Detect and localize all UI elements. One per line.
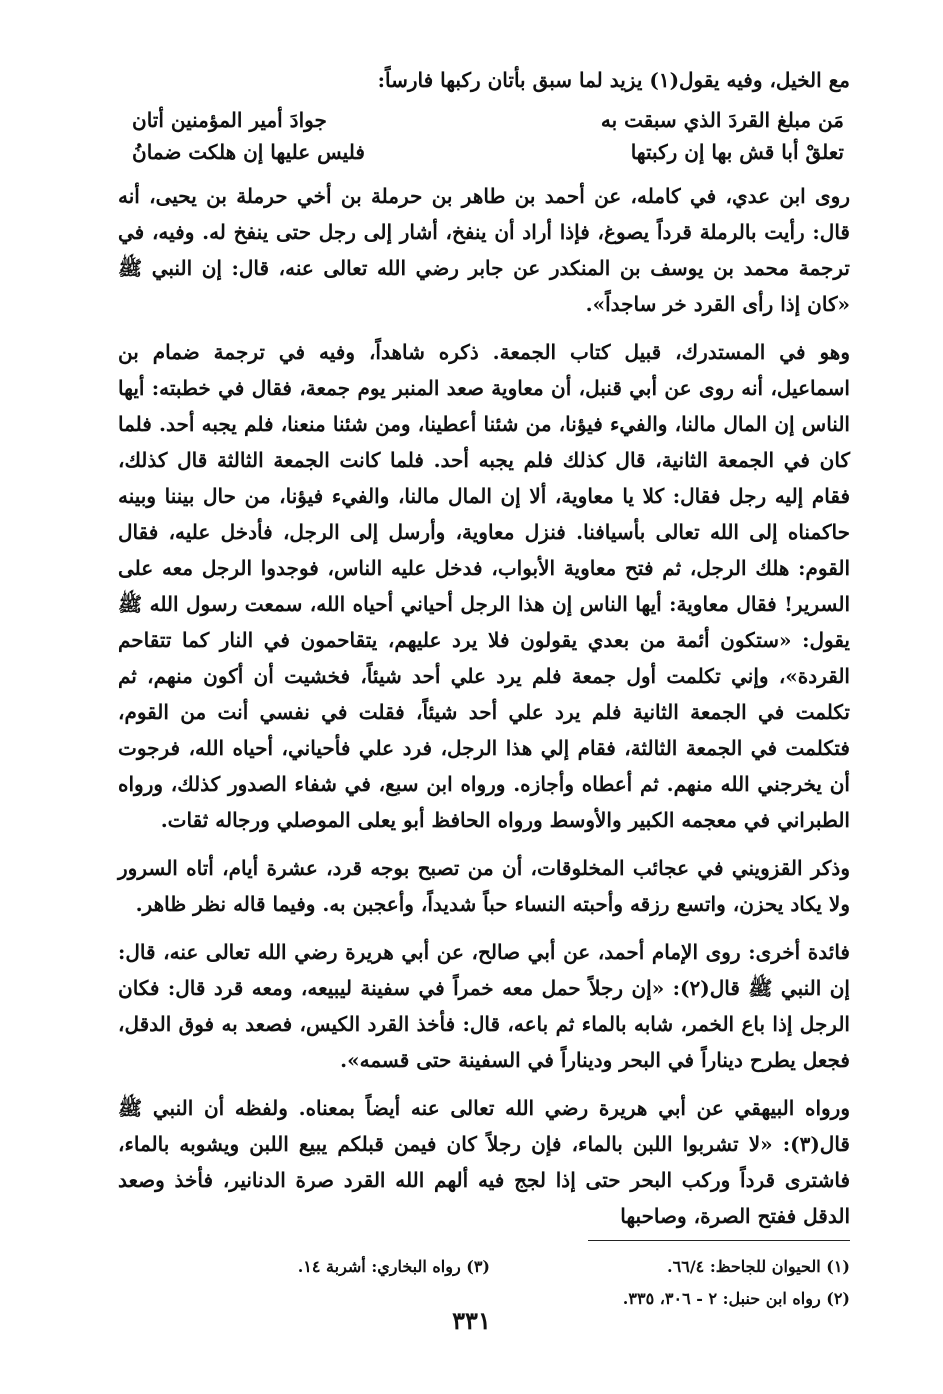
verse-second-hemistich: فليس عليها إن هلكت ضمانُ [132,140,365,164]
footnote-3: (٣) رواه البخاري: أشربة ١٤. [297,1257,490,1276]
footnote-1: (١) الحيوان للجاحظ: ٦٦/٤. [667,1257,850,1276]
footnote-divider [588,1240,850,1241]
footnote-2: (٢) رواه ابن حنبل: ٢ - ٣٠٦، ٣٣٥. [622,1289,850,1308]
page-number: ٣٣١ [452,1306,491,1335]
paragraph-faida: فائدة أخرى: روى الإمام أحمد، عن أبي صالح، عن أبي هريرة رضي الله تعالى عنه، قال: إن النبي ﷺ قال(٢): «إن رجلاً حمل معه خمراً في سفينة ليبيعه، ومعه قرد قال: فكان الرجل إذا باع الخمر، شابه بالماء ثم باعه، قال: فأخذ القرد الكيس، فصعد به فوق الدقل، فجعل يطرح ديناراً في البحر وديناراً في السفينة حتى قسمه». [118,940,850,1072]
paragraph-ibn-adi: روى ابن عدي، في كامله، عن أحمد بن طاهر بن حرملة بن أخي حرملة بن يحيى، أنه قال: رأيت بالرملة قرداً يصوغ، فإذا أراد أن ينفخ، أشار إلى رجل حتى ينفخ له. وفيه، في ترجمة محمد بن يوسف بن المنكدر عن جابر رضي الله تعالى عنه، قال: إن النبي ﷺ «كان إذا رأى القرد خر ساجداً». [118,184,850,316]
verse-first-hemistich: مَن مبلغ القردَ الذي سبقت به [600,108,844,132]
poem [118,104,850,168]
paragraph-bayhaqi: ورواه البيهقي عن أبي هريرة رضي الله تعالى عنه أيضاً بمعناه. ولفظه أن النبي ﷺ قال(٣): «لا تشربوا اللبن بالماء، فإن رجلاً كان فيمن قبلكم يبيع اللبن ويشوبه بالماء، فاشترى قرداً وركب البحر حتى إذا لجج فيه ألهم الله القرد صرة الدنانير، فأخذ وصعد الدقل ففتح الصرة، وصاحبها [118,1096,850,1228]
page-body [118,62,850,1315]
intro-line: مع الخيل، وفيه يقول(١) يزيد لما سبق بأتان ركبها فارساً: [377,68,850,92]
paragraph-qazwini: وذكر القزويني في عجائب المخلوقات، أن من تصبح بوجه قرد، عشرة أيام، أتاه السرور ولا يكاد يحزن، واتسع رزقه وأحبته النساء حباً شديداً، وأعجبن به. وفيما قاله نظر ظاهر. [118,856,850,916]
verse-line [118,104,850,136]
paragraph-mustadrak: وهو في المستدرك، قبيل كتاب الجمعة. ذكره شاهداً، وفيه في ترجمة ضمام بن اسماعيل، أنه روى عن أبي قنبل، أن معاوية صعد المنبر يوم جمعة، فقال في خطبته: أيها الناس إن المال مالنا، والفيء فيؤنا، من شئنا أعطينا، ومن شئنا منعنا، فلم يجبه أحد. فلما كان في الجمعة الثانية، قال كذلك فلم يجبه أحد. فلما كانت الجمعة الثالثة قال كذلك، فقام إليه رجل فقال: كلا يا معاوية، ألا إن المال مالنا، والفيء فيؤنا، من حال بيننا وبينه حاكمناه إلى الله تعالى بأسيافنا. فنزل معاوية، وأرسل إلى الرجل، فأدخل عليه، فقال القوم: هلك الرجل، ثم فتح معاوية الأبواب، فدخل عليه الناس، فوجدوا الرجل معه على السرير! فقال معاوية: أيها الناس إن هذا الرجل أحياني أحياه الله، سمعت رسول الله ﷺ يقول: «ستكون أئمة من بعدي يقولون فلا يرد عليهم، يتقاحمون في النار كما تتقاحم القردة»، وإني تكلمت أول جمعة فلم يرد علي أحد شيئاً، فخشيت أن أكون منهم، ثم تكلمت في الجمعة الثانية فلم يرد علي أحد شيئاً، فقلت في نفسي أنت من القوم، فتكلمت في الجمعة الثالثة، فقام إلي هذا الرجل، فرد علي فأحياني، أحياه الله، فرجوت أن يخرجني الله منهم. ثم أعطاه وأجازه. ورواه ابن سبع، في شفاء الصدور كذلك، ورواه الطبراني في معجمه الكبير والأوسط ورواه الحافظ أبو يعلى الموصلي ورجاله ثقات. [118,340,850,832]
footnote-row [118,1251,850,1283]
verse-line [118,136,850,168]
verse-first-hemistich: تعلقْ أبا قش بها إن ركبتها [630,140,844,164]
verse-second-hemistich: جوادَ أمير المؤمنين أتان [132,108,327,132]
